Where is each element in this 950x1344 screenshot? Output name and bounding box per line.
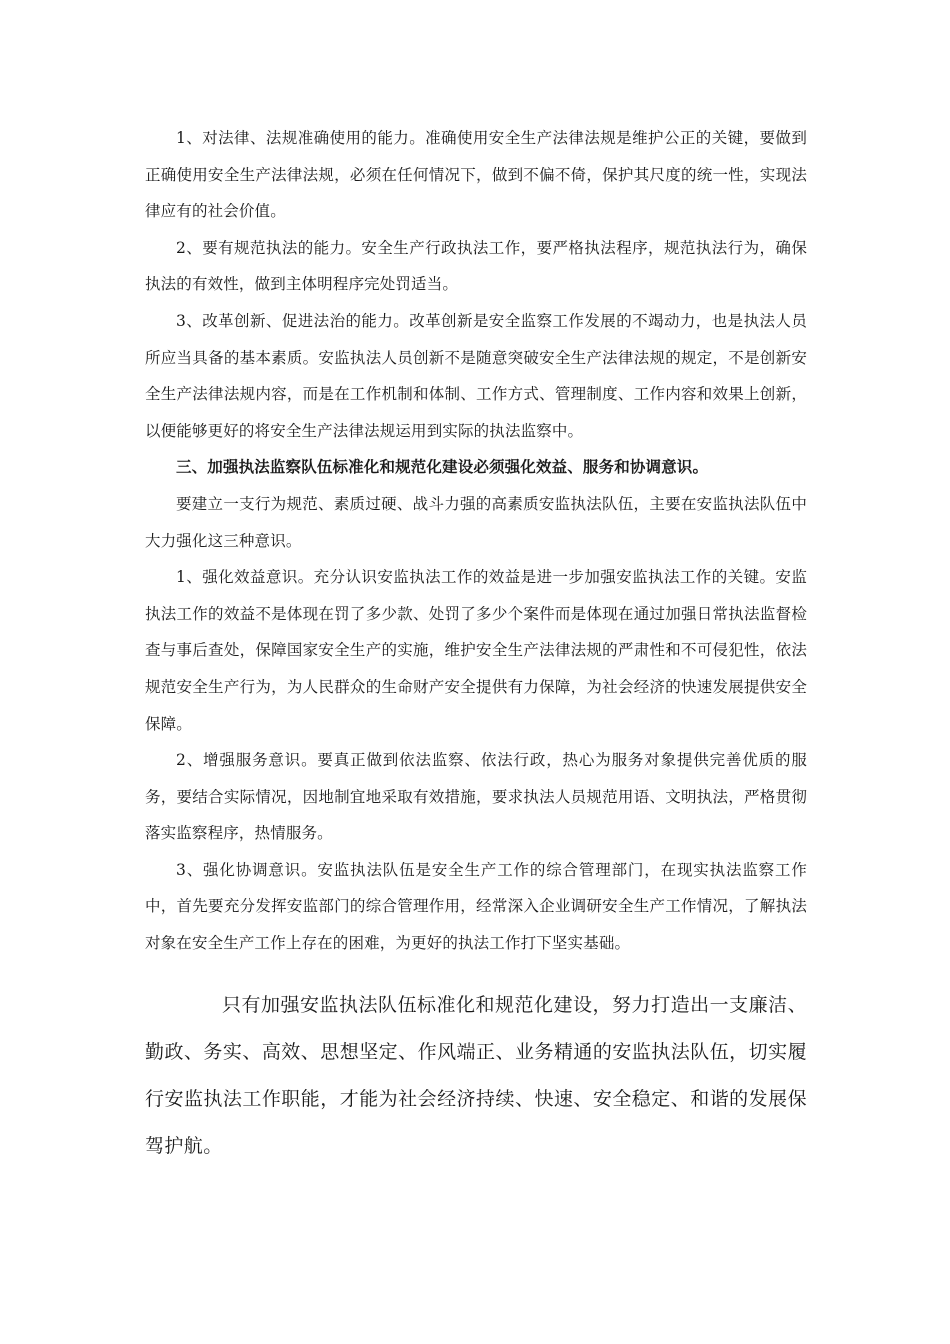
paragraph-legal-application-ability: 1、对法律、法规准确使用的能力。准确使用安全生产法律法规是维护公正的关键，要做到正确使用安全生产法律法规，必须在任何情况下，做到不偏不倚，保护其尺度的统一性，实现法律应有的社会价值。 (145, 129, 807, 221)
document-body (145, 120, 807, 962)
paragraph-section-intro: 要建立一支行为规范、素质过硬、战斗力强的高素质安监执法队伍，主要在安监执法队伍中大力强化这三种意识。 (145, 494, 807, 550)
closing-section (145, 982, 807, 1170)
paragraph-coordination-awareness: 3、强化协调意识。安监执法队伍是安全生产工作的综合管理部门，在现实执法监察工作中，首先要充分发挥安监部门的综合管理作用，经常深入企业调研安全生产工作情况，了解执法对象在安全生产工作上存在的困难，为更好的执法工作打下坚实基础。 (145, 860, 807, 953)
paragraph-reform-innovation-ability: 3、改革创新、促进法治的能力。改革创新是安全监察工作发展的不竭动力，也是执法人员所应当具备的基本素质。安监执法人员创新不是随意突破安全生产法律法规的规定，不是创新安全生产法律法规内容，而是在工作机制和体制、工作方式、管理制度、工作内容和效果上创新，以便能够更好的将安全生产法律法规运用到实际的执法监察中。 (145, 311, 807, 440)
section-heading-three: 三、加强执法监察队伍标准化和规范化建设必须强化效益、服务和协调意识。 (176, 457, 709, 477)
paragraph-service-awareness: 2、增强服务意识。要真正做到依法监察、依法行政，热心为服务对象提供完善优质的服务，要结合实际情况，因地制宜地采取有效措施，要求执法人员规范用语、文明执法，严格贯彻落实监察程序，热情服务。 (145, 751, 807, 843)
paragraph-standardized-enforcement-ability: 2、要有规范执法的能力。安全生产行政执法工作，要严格执法程序，规范执法行为，确保执法的有效性，做到主体明程序完处罚适当。 (145, 238, 807, 294)
closing-paragraph: 只有加强安监执法队伍标准化和规范化建设，努力打造出一支廉洁、勤政、务实、高效、思想坚定、作风端正、业务精通的安监执法队伍，切实履行安监执法工作职能，才能为社会经济持续、快速、安全稳定、和谐的发展保驾护航。 (145, 994, 807, 1157)
paragraph-efficiency-awareness: 1、强化效益意识。充分认识安监执法工作的效益是进一步加强安监执法工作的关键。安监执法工作的效益不是体现在罚了多少款、处罚了多少个案件而是体现在通过加强日常执法监督检查与事后查处，保障国家安全生产的实施，维护安全生产法律法规的严肃性和不可侵犯性，依法规范安全生产行为，为人民群众的生命财产安全提供有力保障，为社会经济的快速发展提供安全保障。 (145, 568, 807, 733)
